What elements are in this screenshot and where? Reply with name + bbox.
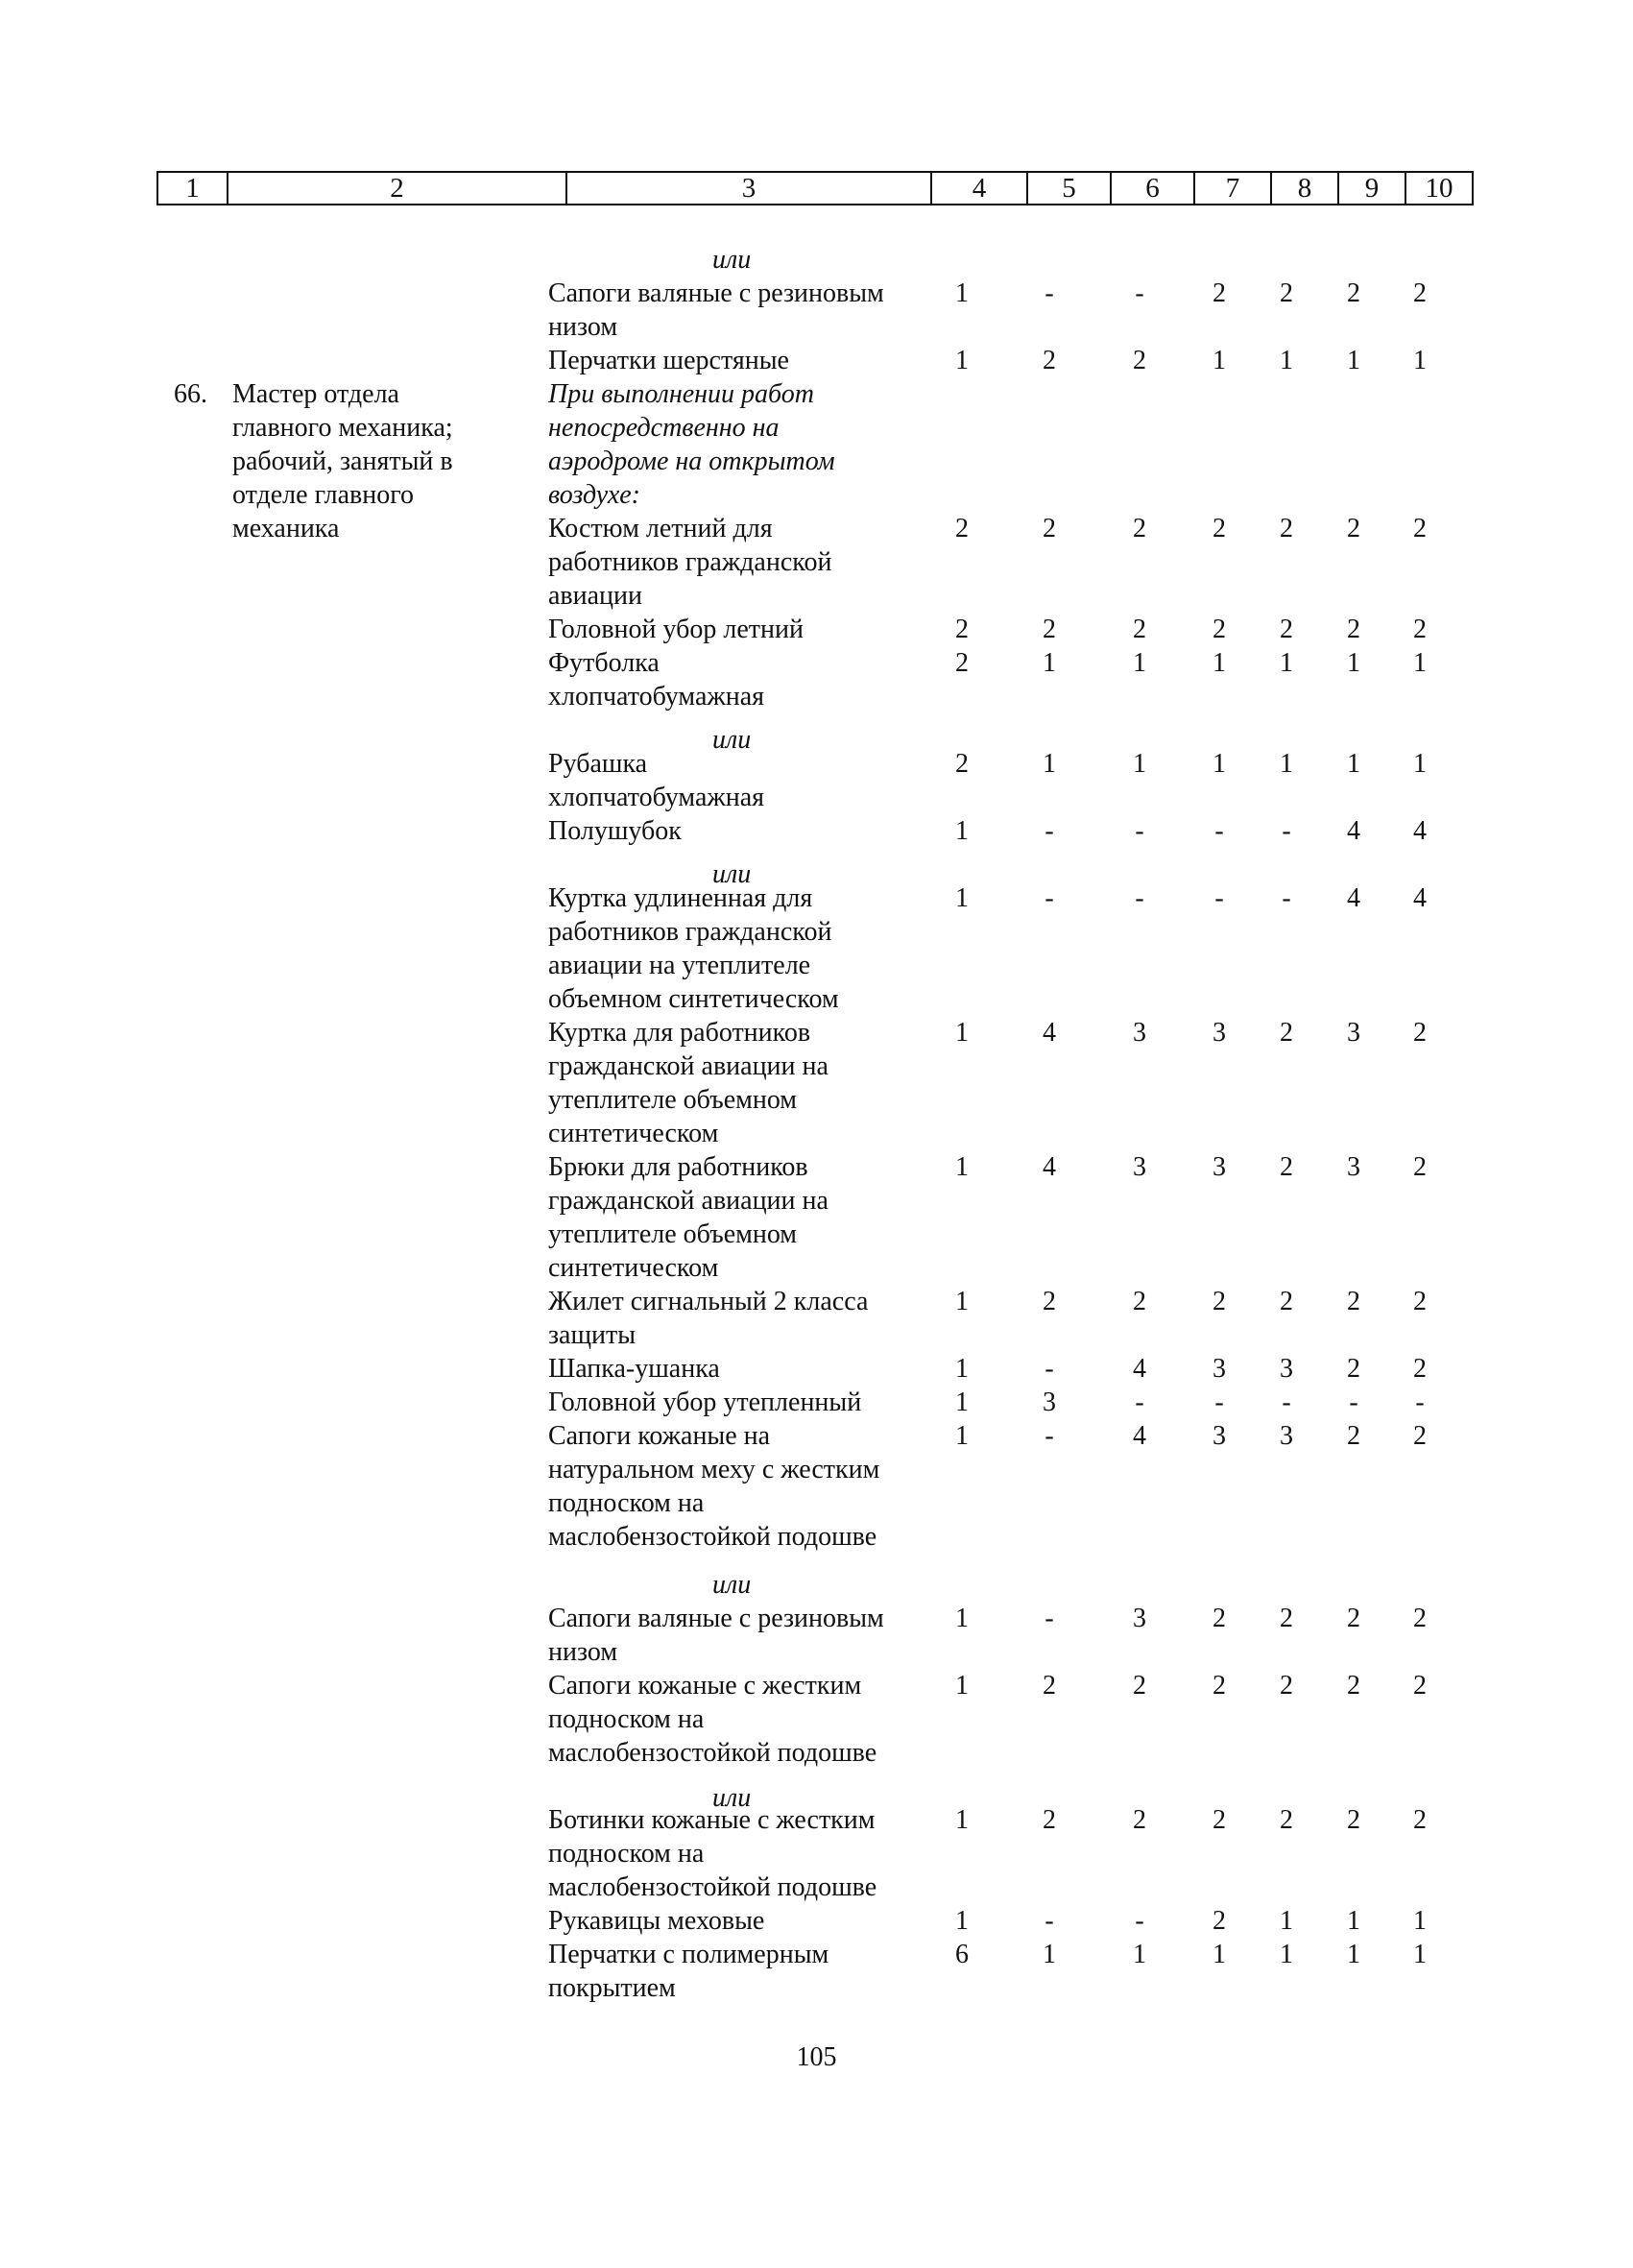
- profession-cell: [232, 377, 520, 545]
- item-value: 2: [1133, 1805, 1146, 1835]
- item-value: 1: [1413, 648, 1427, 678]
- item-row: [548, 1602, 884, 1669]
- item-value: 1: [1347, 1940, 1360, 1969]
- item-value: 1: [1413, 1940, 1427, 1969]
- item-value: 1: [1413, 749, 1427, 779]
- item-name: [548, 1016, 829, 1150]
- item-value: 2: [1413, 1604, 1427, 1633]
- item-row: [548, 1669, 877, 1770]
- item-value: -: [1045, 1421, 1054, 1451]
- item-value: 1: [1280, 648, 1293, 678]
- item-value: 2: [1213, 1671, 1226, 1701]
- item-name: [548, 747, 764, 814]
- header-cell: 8: [1272, 173, 1339, 204]
- item-value: 3: [1280, 1421, 1293, 1451]
- header-cell: 9: [1339, 173, 1406, 204]
- item-name-line: Сапоги валяные с резиновым: [548, 278, 884, 308]
- header-cell: 10: [1425, 173, 1453, 204]
- item-value: 2: [1213, 514, 1226, 543]
- profession-line: главного механика;: [232, 413, 453, 443]
- item-name-line: Сапоги кожаные на: [548, 1421, 771, 1451]
- item-value: 2: [1347, 1671, 1360, 1701]
- item-value: 2: [1280, 1287, 1293, 1316]
- item-value: 4: [1413, 816, 1427, 846]
- item-name-line: Сапоги кожаные с жестким: [548, 1671, 862, 1701]
- item-value: 2: [1347, 514, 1360, 543]
- item-value: -: [1415, 1387, 1425, 1417]
- item-value: 1: [1043, 1940, 1056, 1969]
- item-value: -: [1135, 278, 1144, 308]
- item-name-line: Полушубок: [548, 816, 682, 846]
- item-value: -: [1135, 816, 1144, 846]
- item-value: 1: [1133, 648, 1146, 678]
- item-name-line: защиты: [548, 1320, 636, 1350]
- item-name-line: Куртка удлиненная для: [548, 883, 813, 913]
- item-value: -: [1045, 1354, 1054, 1384]
- item-value: 2: [1347, 615, 1360, 644]
- item-value: 2: [955, 648, 969, 678]
- item-name-line: гражданской авиации на: [548, 1051, 829, 1081]
- item-value: 1: [955, 1018, 969, 1048]
- item-name-line: маслобензостойкой подошве: [548, 1522, 877, 1552]
- item-value: 2: [1213, 1604, 1226, 1633]
- item-row: [548, 1904, 764, 1938]
- item-name: [548, 344, 789, 377]
- item-value: 2: [1347, 278, 1360, 308]
- item-value: -: [1045, 1906, 1054, 1936]
- item-value: 1: [955, 816, 969, 846]
- item-name: [548, 1285, 868, 1352]
- item-value: 4: [1133, 1354, 1146, 1384]
- item-value: 2: [1280, 1671, 1293, 1701]
- item-value: 3: [1133, 1152, 1146, 1182]
- table-header-row: [156, 171, 1474, 205]
- item-name-line: подноском на: [548, 1488, 705, 1518]
- item-row: [548, 512, 831, 613]
- item-value: 3: [1213, 1354, 1226, 1384]
- item-value: -: [1135, 883, 1144, 913]
- item-name: [548, 1419, 879, 1554]
- item-name: [548, 1803, 877, 1904]
- item-value: 2: [1043, 1805, 1056, 1835]
- item-value: 4: [1133, 1421, 1146, 1451]
- item-row: [548, 613, 804, 646]
- profession-line: отделе главного: [232, 480, 415, 510]
- header-cell: 4: [932, 173, 1028, 204]
- item-value: 2: [1280, 615, 1293, 644]
- item-value: 2: [1280, 278, 1293, 308]
- item-value: -: [1214, 1387, 1224, 1417]
- item-value: 3: [1213, 1421, 1226, 1451]
- item-name: [548, 1904, 764, 1938]
- item-value: 2: [1413, 1671, 1427, 1701]
- item-name: [548, 1150, 829, 1285]
- item-name-line: маслобензостойкой подошве: [548, 1872, 877, 1902]
- item-name-line: хлопчатобумажная: [548, 783, 765, 812]
- item-value: 1: [1133, 1940, 1146, 1969]
- item-name-line: утеплителе объемном: [548, 1219, 798, 1249]
- item-name-line: работников гражданской: [548, 547, 832, 577]
- item-value: 2: [1213, 1287, 1226, 1316]
- item-name: [548, 646, 764, 713]
- item-name: [548, 1602, 884, 1669]
- item-name: [548, 277, 884, 344]
- item-name: [548, 512, 831, 613]
- item-name: [548, 881, 839, 1016]
- item-value: 3: [1133, 1604, 1146, 1633]
- item-value: 1: [955, 1805, 969, 1835]
- or-separator: или: [712, 1783, 752, 1813]
- item-value: 3: [1043, 1387, 1056, 1417]
- item-name-line: синтетическом: [548, 1119, 719, 1148]
- item-value: 1: [955, 883, 969, 913]
- item-value: 6: [955, 1940, 969, 1969]
- item-name: [548, 814, 682, 848]
- item-value: 1: [1347, 648, 1360, 678]
- page-number: 105: [796, 2042, 837, 2072]
- item-value: -: [1135, 1906, 1144, 1936]
- item-value: 2: [1133, 1287, 1146, 1316]
- item-value: -: [1282, 816, 1291, 846]
- item-value: 1: [1280, 1940, 1293, 1969]
- item-value: 2: [1347, 1421, 1360, 1451]
- item-name-line: гражданской авиации на: [548, 1186, 829, 1216]
- item-value: 1: [1043, 648, 1056, 678]
- item-name-line: Костюм летний для: [548, 514, 773, 543]
- item-value: 2: [1043, 346, 1056, 375]
- item-value: 3: [1133, 1018, 1146, 1048]
- item-row: [548, 1419, 879, 1554]
- item-value: 2: [1413, 1421, 1427, 1451]
- item-value: 2: [1347, 1604, 1360, 1633]
- item-row: [548, 344, 789, 377]
- item-value: 2: [1280, 1018, 1293, 1048]
- item-row: [548, 1386, 861, 1419]
- item-row: [548, 377, 835, 512]
- item-value: -: [1135, 1387, 1144, 1417]
- item-value: 1: [1213, 1940, 1226, 1969]
- item-value: 2: [1280, 1805, 1293, 1835]
- item-value: -: [1349, 1387, 1358, 1417]
- header-cell: 5: [1028, 173, 1112, 204]
- item-value: 2: [955, 749, 969, 779]
- item-name: [548, 1352, 720, 1386]
- item-name-line: натуральном меху с жестким: [548, 1455, 880, 1484]
- item-name-line: хлопчатобумажная: [548, 682, 765, 712]
- item-value: 2: [1280, 1604, 1293, 1633]
- item-row: [548, 1016, 829, 1150]
- item-value: 4: [1347, 883, 1360, 913]
- item-value: 2: [1347, 1287, 1360, 1316]
- item-row: [548, 1285, 868, 1352]
- item-value: -: [1045, 883, 1054, 913]
- item-name-line: воздухе:: [548, 480, 641, 510]
- header-cell: 1: [158, 173, 228, 204]
- item-row: [548, 277, 884, 344]
- item-row: [548, 1150, 829, 1285]
- item-value: 2: [1413, 1018, 1427, 1048]
- item-name-line: подноском на: [548, 1839, 705, 1869]
- item-value: -: [1282, 883, 1291, 913]
- item-value: 2: [1413, 278, 1427, 308]
- item-name-line: Перчатки шерстяные: [548, 346, 789, 375]
- item-value: 2: [1213, 1805, 1226, 1835]
- item-value: 2: [1043, 1287, 1056, 1316]
- item-value: 2: [1413, 1805, 1427, 1835]
- item-value: 4: [1043, 1152, 1056, 1182]
- or-separator: или: [712, 245, 752, 275]
- item-name-line: авиации: [548, 581, 643, 611]
- profession-line: рабочий, занятый в: [232, 446, 453, 476]
- item-value: 1: [955, 1906, 969, 1936]
- item-value: 3: [1213, 1152, 1226, 1182]
- item-name: [548, 1669, 877, 1770]
- item-value: 1: [955, 1354, 969, 1384]
- item-value: 2: [1280, 1152, 1293, 1182]
- item-row: [548, 814, 682, 848]
- item-value: 2: [1043, 615, 1056, 644]
- item-value: 1: [1213, 648, 1226, 678]
- profession-line: Мастер отдела: [232, 379, 399, 409]
- item-value: 2: [1043, 514, 1056, 543]
- item-row: [548, 1352, 720, 1386]
- row-number: 66.: [174, 379, 207, 409]
- item-value: 2: [1213, 615, 1226, 644]
- item-name-line: Рукавицы меховые: [548, 1906, 765, 1936]
- item-name: [548, 377, 835, 512]
- item-value: 4: [1347, 816, 1360, 846]
- item-value: 1: [1133, 749, 1146, 779]
- header-cell: 3: [567, 173, 932, 204]
- item-name-line: Шапка-ушанка: [548, 1354, 720, 1384]
- item-name-line: синтетическом: [548, 1253, 719, 1283]
- header-cell: 7: [1195, 173, 1272, 204]
- item-name-line: Перчатки с полимерным: [548, 1940, 829, 1969]
- item-name-line: низом: [548, 1637, 618, 1667]
- item-value: -: [1045, 278, 1054, 308]
- item-name-line: При выполнении работ: [548, 379, 814, 409]
- item-name-line: Куртка для работников: [548, 1018, 811, 1048]
- item-name-line: подноском на: [548, 1704, 705, 1734]
- item-name-line: Ботинки кожаные с жестким: [548, 1805, 876, 1835]
- item-value: -: [1045, 816, 1054, 846]
- item-value: -: [1282, 1387, 1291, 1417]
- item-row: [548, 1803, 877, 1904]
- header-cell: 2: [228, 173, 567, 204]
- item-value: 2: [1043, 1671, 1056, 1701]
- item-row: [548, 881, 839, 1016]
- item-value: 2: [1133, 514, 1146, 543]
- item-name-line: Головной убор летний: [548, 615, 804, 644]
- profession-line: механика: [232, 514, 340, 543]
- item-name: [548, 1386, 861, 1419]
- item-value: 1: [955, 1671, 969, 1701]
- item-name-line: утеплителе объемном: [548, 1085, 798, 1115]
- item-row: [548, 747, 764, 814]
- item-name: [548, 1938, 829, 2005]
- item-value: 2: [1213, 278, 1226, 308]
- item-row: [548, 1938, 829, 2005]
- item-value: 4: [1413, 883, 1427, 913]
- item-value: 2: [1133, 346, 1146, 375]
- item-value: 1: [1280, 749, 1293, 779]
- item-value: 2: [1133, 1671, 1146, 1701]
- item-value: 2: [1280, 514, 1293, 543]
- item-value: 2: [1413, 1287, 1427, 1316]
- item-name-line: Рубашка: [548, 749, 648, 779]
- item-value: 3: [1280, 1354, 1293, 1384]
- item-value: 1: [955, 346, 969, 375]
- item-value: 3: [1213, 1018, 1226, 1048]
- item-value: 1: [955, 1152, 969, 1182]
- item-value: 2: [955, 615, 969, 644]
- item-value: 1: [1280, 1906, 1293, 1936]
- or-separator: или: [712, 1570, 752, 1600]
- item-name-line: маслобензостойкой подошве: [548, 1738, 877, 1768]
- item-name-line: покрытием: [548, 1973, 676, 2003]
- item-name-line: Сапоги валяные с резиновым: [548, 1604, 884, 1633]
- item-value: 1: [1213, 749, 1226, 779]
- item-value: 1: [955, 1421, 969, 1451]
- item-value: 1: [955, 1287, 969, 1316]
- item-value: 1: [955, 278, 969, 308]
- item-value: 2: [1347, 1354, 1360, 1384]
- item-value: 1: [1347, 346, 1360, 375]
- item-value: 2: [1213, 1906, 1226, 1936]
- item-name-line: авиации на утеплителе: [548, 951, 811, 980]
- item-name-line: непосредственно на: [548, 413, 780, 443]
- item-value: 2: [1413, 615, 1427, 644]
- item-value: -: [1045, 1604, 1054, 1633]
- item-name-line: Футболка: [548, 648, 660, 678]
- item-value: 3: [1347, 1152, 1360, 1182]
- item-name-line: аэродроме на открытом: [548, 446, 835, 476]
- item-value: 1: [1347, 1906, 1360, 1936]
- item-value: 1: [1280, 346, 1293, 375]
- item-value: -: [1214, 816, 1224, 846]
- item-value: 1: [955, 1387, 969, 1417]
- item-name-line: Брюки для работников: [548, 1152, 808, 1182]
- item-value: -: [1214, 883, 1224, 913]
- item-name-line: объемном синтетическом: [548, 984, 839, 1014]
- item-value: 1: [1413, 346, 1427, 375]
- item-name-line: Головной убор утепленный: [548, 1387, 862, 1417]
- item-value: 2: [1347, 1805, 1360, 1835]
- or-separator: или: [712, 859, 752, 889]
- item-name-line: работников гражданской: [548, 917, 832, 947]
- item-value: 2: [1413, 514, 1427, 543]
- item-name-line: Жилет сигнальный 2 класса: [548, 1287, 869, 1316]
- item-value: 2: [1133, 615, 1146, 644]
- item-value: 1: [1347, 749, 1360, 779]
- header-cell: 6: [1112, 173, 1195, 204]
- item-value: 2: [955, 514, 969, 543]
- item-value: 3: [1347, 1018, 1360, 1048]
- or-separator: или: [712, 725, 752, 755]
- item-value: 2: [1413, 1152, 1427, 1182]
- item-row: [548, 646, 764, 713]
- item-value: 1: [955, 1604, 969, 1633]
- item-value: 2: [1413, 1354, 1427, 1384]
- item-value: 4: [1043, 1018, 1056, 1048]
- item-value: 1: [1413, 1906, 1427, 1936]
- item-name: [548, 613, 804, 646]
- item-value: 1: [1213, 346, 1226, 375]
- item-value: 1: [1043, 749, 1056, 779]
- item-name-line: низом: [548, 312, 618, 342]
